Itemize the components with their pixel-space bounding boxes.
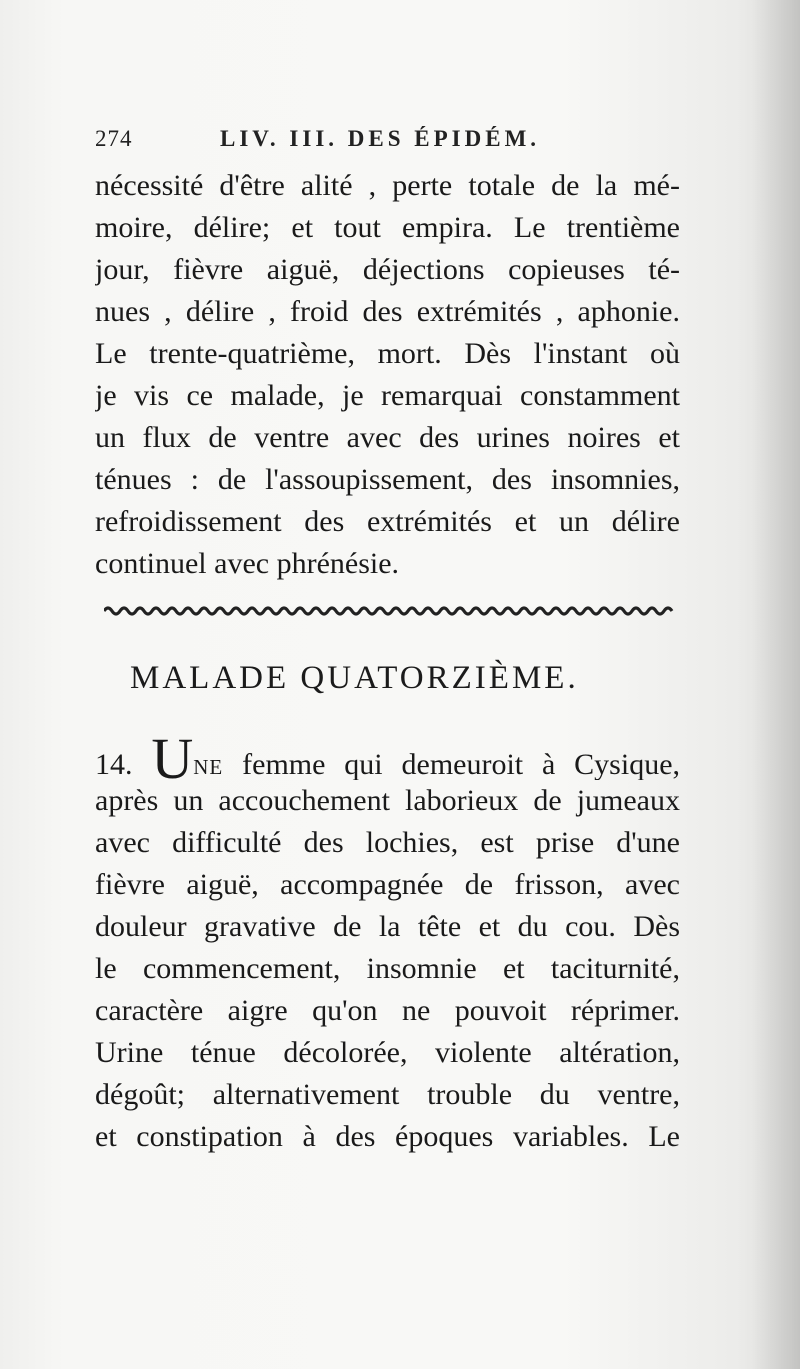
text-line: Urine ténue décolorée, violente altération, xyxy=(95,1036,680,1069)
text-line: douleur gravative de la tête et du cou. Dès xyxy=(95,910,680,943)
text-line: je vis ce malade, je remarquai constamment xyxy=(95,379,680,412)
text-line: continuel avec phrénésie. xyxy=(95,547,400,580)
running-head: LIV. III. DES ÉPIDÉM. xyxy=(220,126,541,151)
text-line: Le trente-quatrième, mort. Dès l'instant où xyxy=(95,337,680,370)
text-line: avec difficulté des lochies, est prise d'une xyxy=(95,826,680,859)
paragraph-top xyxy=(95,165,680,585)
case-number: 14. xyxy=(95,748,133,780)
text-line: jour, fièvre aiguë, déjections copieuses té- xyxy=(95,253,680,286)
text-line: le commencement, insomnie et taciturnité, xyxy=(95,952,680,985)
page-header xyxy=(95,126,695,162)
page-edge-shadow xyxy=(752,0,800,1369)
text-line: fièvre aiguë, accompagnée de frisson, avec xyxy=(95,868,680,901)
text-line: refroidissement des extrémités et un délire xyxy=(95,505,680,538)
text-line: un flux de ventre avec des urines noires et xyxy=(95,421,680,454)
text-line: nues , délire , froid des extrémités , aphonie. xyxy=(95,295,680,328)
section-heading: MALADE QUATORZIÈME. xyxy=(130,660,579,696)
ornamental-rule xyxy=(104,605,676,617)
page-number: 274 xyxy=(95,126,133,151)
text-line: dégoût; alternativement trouble du ventre, xyxy=(95,1078,680,1111)
first-line xyxy=(95,738,680,780)
text-line: caractère aigre qu'on ne pouvoit réprimer. xyxy=(95,994,680,1027)
small-caps-word: NE xyxy=(193,755,224,779)
paragraph-bottom xyxy=(95,738,680,1158)
first-line-text: femme qui demeuroit à Cysique, xyxy=(242,748,680,780)
text-line: ténues : de l'assoupissement, des insomnies, xyxy=(95,463,680,496)
drop-cap: U xyxy=(151,738,194,780)
text-line: nécessité d'être alité , perte totale de la mé- xyxy=(95,169,680,202)
text-line: et constipation à des époques variables. Le xyxy=(95,1120,680,1153)
text-line: moire, délire; et tout empira. Le trentième xyxy=(95,211,680,244)
text-line: après un accouchement laborieux de jumeaux xyxy=(95,784,680,817)
